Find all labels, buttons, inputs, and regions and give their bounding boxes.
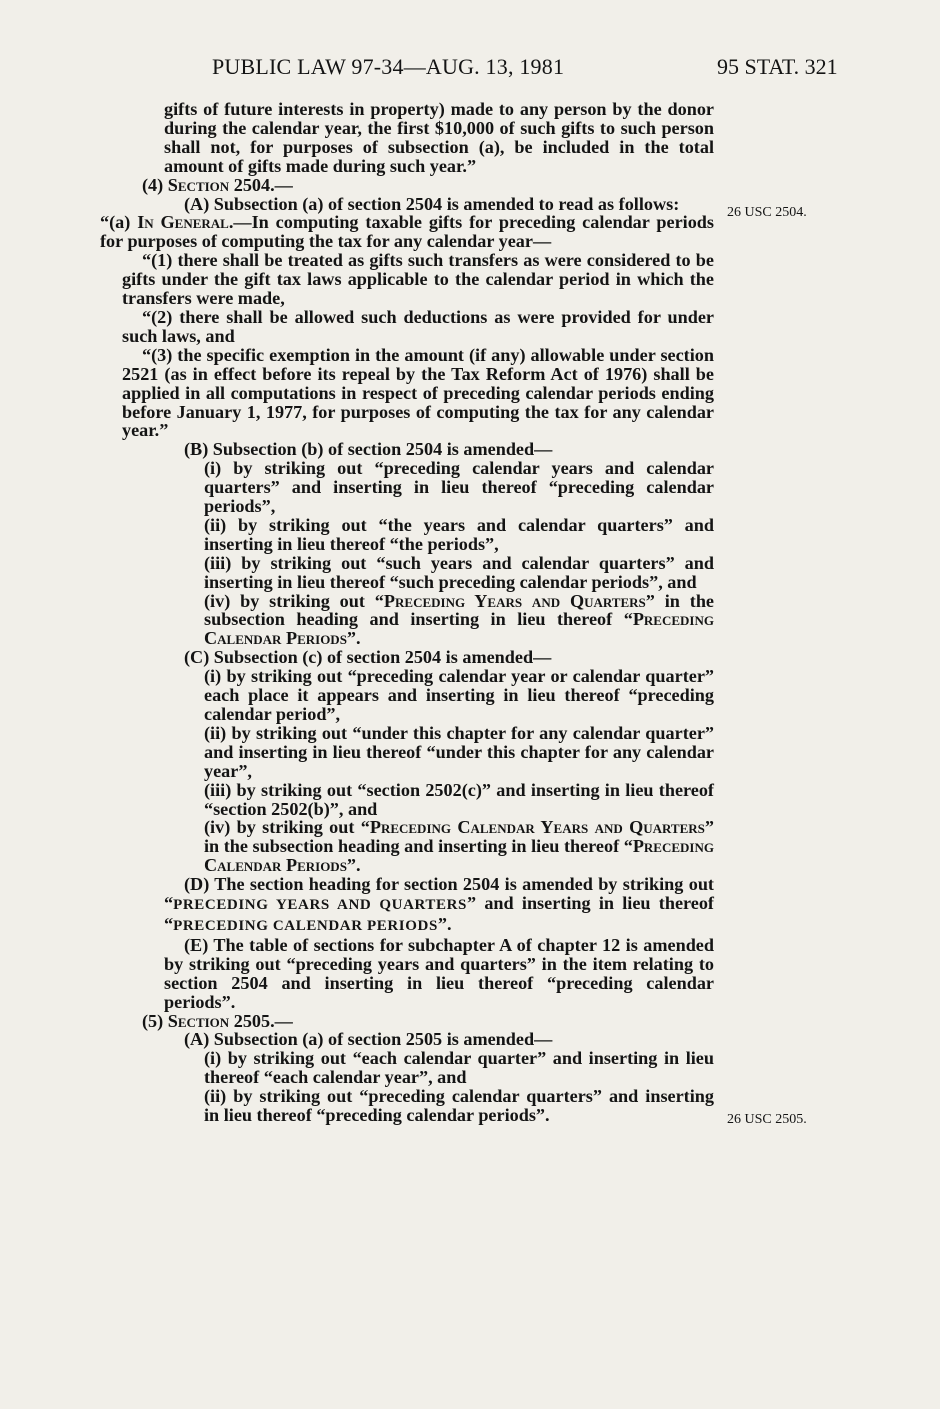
clause-C-iv: (iv) by striking out “Preceding Calendar Years and Quarters” in the subsection heading and inserting in lieu thereof “Preceding Calendar Periods”. [204,817,714,876]
margin-note-usc-2504: 26 USC 2504. [727,205,807,220]
subparagraph-B: (B) Subsection (b) of section 2504 is amended— [184,439,553,460]
subparagraph-5-A: (A) Subsection (a) of section 2505 is amended— [184,1029,553,1050]
clause-5-A-i: (i) by striking out “each calendar quarter” and inserting in lieu thereof “each calendar year”, and [204,1048,714,1088]
body-text [100,99,715,1126]
quoted-clause-3: “(3) the specific exemption in the amount (if any) allowable under section 2521 (as in effect before its repeal by the Tax Reform Act of 1976) shall be applied in all computations in respect of preceding calendar periods ending before January 1, 1977, for purposes of computing the tax for any calendar year.” [122,344,714,441]
margin-note-usc-2505: 26 USC 2505. [727,1112,807,1127]
running-title: PUBLIC LAW 97-34—AUG. 13, 1981 [212,54,565,79]
subparagraph-C: (C) Subsection (c) of section 2504 is amended— [184,647,552,668]
clause-B-i: (i) by striking out “preceding calendar years and calendar quarters” and inserting in lieu thereof “preceding calendar periods”, [204,458,714,517]
quoted-subsection-a: “(a) In General.—In computing taxable gifts for preceding calendar periods for purposes of computing the tax for any calendar year— [100,212,714,252]
clause-B-iii: (iii) by striking out “such years and calendar quarters” and inserting in lieu thereof “such preceding calendar periods”, and [204,552,714,592]
clause-B-iv: (iv) by striking out “Preceding Years and Quarters” in the subsection heading and inserting in lieu thereof “Preceding Calendar Periods”. [204,590,715,649]
subparagraph-E: (E) The table of sections for subchapter A of chapter 12 is amended by striking out “preceding years and quarters” in the item relating to section 2504 and inserting in lieu thereof “preceding calendar periods”. [164,934,714,1012]
section-heading-5: (5) Section 2505.— [142,1010,293,1031]
page-header [0,46,940,86]
clause-C-iii: (iii) by striking out “section 2502(c)” and inserting in lieu thereof “section 2502(b)”, and [204,779,714,819]
clause-C-ii: (ii) by striking out “under this chapter for any calendar quarter” and inserting in lieu thereof “under this chapter for any calendar year”, [204,722,714,781]
quoted-clause-1: “(1) there shall be treated as gifts such transfers as were considered to be gifts under the gift tax laws applicable to the calendar period in which the transfers were made, [122,250,714,309]
subparagraph-A: (A) Subsection (a) of section 2504 is amended to read as follows: [184,193,680,214]
statute-page-number: 95 STAT. 321 [717,54,838,79]
quoted-clause-2: “(2) there shall be allowed such deductions as were provided for under such laws, and [122,306,714,346]
clause-C-i: (i) by striking out “preceding calendar year or calendar quarter” each place it appears and inserting in lieu thereof “preceding calendar period”, [204,666,714,724]
clause-B-ii: (ii) by striking out “the years and calendar quarters” and inserting in lieu thereof “the periods”, [204,514,714,554]
clause-5-A-ii: (ii) by striking out “preceding calendar quarters” and inserting in lieu thereof “preceding calendar periods”. [204,1086,714,1126]
paragraph-continuation: gifts of future interests in property) made to any person by the donor during the calendar year, the first $10,000 of such gifts to such person shall not, for purposes of subsection (a), be included in the total amount of gifts made during such year.” [164,99,714,176]
subparagraph-D: (D) The section heading for section 2504 is amended by striking out “PRECEDING YEARS AND QUARTERS” and inserting in lieu thereof “PRECEDING CALENDAR PERIODS”. [164,874,714,934]
section-heading-4: (4) Section 2504.— [142,174,293,195]
